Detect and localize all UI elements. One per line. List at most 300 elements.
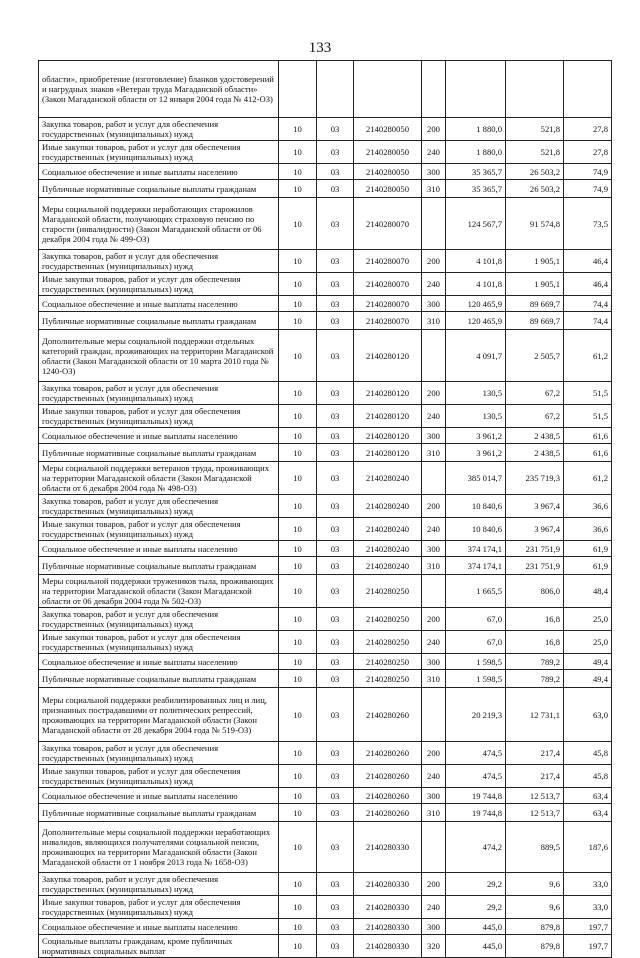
vr-cell: 200 xyxy=(422,873,446,896)
plan-cell: 1 665,5 xyxy=(446,575,506,608)
row-name-cell: Иные закупки товаров, работ и услуг для обеспечения государственных (муниципальных) нужд xyxy=(39,405,279,428)
table-row xyxy=(39,330,612,382)
percent-cell: 74,9 xyxy=(564,180,612,198)
page-number: 133 xyxy=(308,40,332,56)
plan-cell: 120 465,9 xyxy=(446,312,506,330)
percent-cell: 27,8 xyxy=(564,141,612,164)
vr-cell: 200 xyxy=(422,608,446,631)
vr-cell: 240 xyxy=(422,518,446,541)
vr-cell: 300 xyxy=(422,654,446,670)
done-cell: 1 905,1 xyxy=(506,273,564,296)
csr-cell: 2140280250 xyxy=(354,670,422,688)
done-cell: 16,8 xyxy=(506,631,564,654)
table-row xyxy=(39,935,612,958)
pr-cell: 03 xyxy=(317,765,354,788)
row-name-cell: области», приобретение (изготовление) бланков удостоверений и нагрудных знаков «Ветеран труда Магаданской области» (Закон Магаданской области от 12 января 2004 года № 412-ОЗ) xyxy=(39,61,279,118)
plan-cell xyxy=(446,61,506,118)
table-row xyxy=(39,541,612,557)
row-name-cell: Публичные нормативные социальные выплаты гражданам xyxy=(39,670,279,688)
vr-cell: 240 xyxy=(422,273,446,296)
percent-cell: 61,9 xyxy=(564,557,612,575)
table-row xyxy=(39,382,612,405)
row-name-cell: Публичные нормативные социальные выплаты гражданам xyxy=(39,804,279,822)
percent-cell xyxy=(564,61,612,118)
csr-cell: 2140280070 xyxy=(354,198,422,250)
done-cell: 2 505,7 xyxy=(506,330,564,382)
row-name-cell: Социальное обеспечение и иные выплаты населению xyxy=(39,654,279,670)
done-cell: 12 513,7 xyxy=(506,804,564,822)
vr-cell: 240 xyxy=(422,631,446,654)
percent-cell: 197,7 xyxy=(564,935,612,958)
done-cell: 806,0 xyxy=(506,575,564,608)
rz-cell: 10 xyxy=(279,462,317,495)
rz-cell: 10 xyxy=(279,312,317,330)
rz-cell: 10 xyxy=(279,250,317,273)
plan-cell: 4 101,8 xyxy=(446,273,506,296)
plan-cell: 474,5 xyxy=(446,742,506,765)
percent-cell: 33,0 xyxy=(564,873,612,896)
table-row xyxy=(39,444,612,462)
pr-cell: 03 xyxy=(317,250,354,273)
vr-cell: 310 xyxy=(422,804,446,822)
table-row xyxy=(39,654,612,670)
csr-cell: 2140280120 xyxy=(354,444,422,462)
percent-cell: 63,4 xyxy=(564,804,612,822)
pr-cell: 03 xyxy=(317,788,354,804)
rz-cell: 10 xyxy=(279,935,317,958)
row-name-cell: Дополнительные меры социальной поддержки отдельных категорий граждан, проживающих на территории Магаданской области (Закон Магаданской области от 10 марта 2010 года № 1240-ОЗ) xyxy=(39,330,279,382)
percent-cell: 45,8 xyxy=(564,765,612,788)
pr-cell: 03 xyxy=(317,312,354,330)
plan-cell: 1 598,5 xyxy=(446,670,506,688)
table-row xyxy=(39,896,612,919)
pr-cell: 03 xyxy=(317,541,354,557)
row-name-cell: Закупка товаров, работ и услуг для обеспечения государственных (муниципальных) нужд xyxy=(39,382,279,405)
table-row xyxy=(39,495,612,518)
rz-cell: 10 xyxy=(279,273,317,296)
csr-cell: 2140280070 xyxy=(354,312,422,330)
row-name-cell: Меры социальной поддержки ветеранов труда, проживающих на территории Магаданской области (Закон Магаданской области от 6 декабря 2004 года № 498-ОЗ) xyxy=(39,462,279,495)
percent-cell: 74,9 xyxy=(564,164,612,180)
pr-cell: 03 xyxy=(317,935,354,958)
percent-cell: 61,2 xyxy=(564,462,612,495)
plan-cell: 35 365,7 xyxy=(446,180,506,198)
row-name-cell: Иные закупки товаров, работ и услуг для обеспечения государственных (муниципальных) нужд xyxy=(39,765,279,788)
vr-cell: 310 xyxy=(422,670,446,688)
pr-cell: 03 xyxy=(317,575,354,608)
percent-cell: 36,6 xyxy=(564,495,612,518)
csr-cell: 2140280330 xyxy=(354,896,422,919)
done-cell: 26 503,2 xyxy=(506,164,564,180)
csr-cell: 2140280070 xyxy=(354,273,422,296)
plan-cell: 1 880,0 xyxy=(446,118,506,141)
csr-cell: 2140280330 xyxy=(354,873,422,896)
pr-cell: 03 xyxy=(317,141,354,164)
plan-cell: 1 880,0 xyxy=(446,141,506,164)
plan-cell: 1 598,5 xyxy=(446,654,506,670)
plan-cell: 35 365,7 xyxy=(446,164,506,180)
csr-cell: 2140280260 xyxy=(354,788,422,804)
plan-cell: 120 465,9 xyxy=(446,296,506,312)
row-name-cell: Публичные нормативные социальные выплаты гражданам xyxy=(39,557,279,575)
percent-cell: 36,6 xyxy=(564,518,612,541)
vr-cell: 240 xyxy=(422,765,446,788)
pr-cell: 03 xyxy=(317,462,354,495)
done-cell: 67,2 xyxy=(506,405,564,428)
pr-cell: 03 xyxy=(317,670,354,688)
row-name-cell: Меры социальной поддержки реабилитированных лиц и лиц, признанных пострадавшими от политических репрессий, проживающих на территории Магаданской области (Закон Магаданской области от 28 декабря 2004 года № 519-ОЗ) xyxy=(39,688,279,742)
plan-cell: 445,0 xyxy=(446,935,506,958)
row-name-cell: Закупка товаров, работ и услуг для обеспечения государственных (муниципальных) нужд xyxy=(39,873,279,896)
percent-cell: 61,6 xyxy=(564,444,612,462)
csr-cell: 2140280250 xyxy=(354,654,422,670)
done-cell: 67,2 xyxy=(506,382,564,405)
percent-cell: 63,0 xyxy=(564,688,612,742)
table-row xyxy=(39,141,612,164)
pr-cell: 03 xyxy=(317,608,354,631)
pr-cell: 03 xyxy=(317,654,354,670)
done-cell: 879,8 xyxy=(506,919,564,935)
percent-cell: 73,5 xyxy=(564,198,612,250)
pr-cell: 03 xyxy=(317,804,354,822)
plan-cell: 67,0 xyxy=(446,608,506,631)
rz-cell: 10 xyxy=(279,296,317,312)
rz-cell: 10 xyxy=(279,631,317,654)
rz-cell xyxy=(279,61,317,118)
done-cell: 91 574,8 xyxy=(506,198,564,250)
rz-cell: 10 xyxy=(279,405,317,428)
done-cell: 217,4 xyxy=(506,765,564,788)
done-cell: 2 438,5 xyxy=(506,428,564,444)
vr-cell: 310 xyxy=(422,312,446,330)
done-cell: 9,6 xyxy=(506,873,564,896)
done-cell: 879,8 xyxy=(506,935,564,958)
plan-cell: 10 840,6 xyxy=(446,495,506,518)
vr-cell: 300 xyxy=(422,164,446,180)
csr-cell: 2140280070 xyxy=(354,296,422,312)
done-cell: 217,4 xyxy=(506,742,564,765)
vr-cell: 240 xyxy=(422,141,446,164)
vr-cell: 310 xyxy=(422,557,446,575)
csr-cell: 2140280250 xyxy=(354,631,422,654)
table-row xyxy=(39,608,612,631)
row-name-cell: Иные закупки товаров, работ и услуг для обеспечения государственных (муниципальных) нужд xyxy=(39,141,279,164)
vr-cell: 320 xyxy=(422,935,446,958)
csr-cell: 2140280050 xyxy=(354,118,422,141)
done-cell: 789,2 xyxy=(506,654,564,670)
rz-cell: 10 xyxy=(279,873,317,896)
plan-cell: 20 219,3 xyxy=(446,688,506,742)
rz-cell: 10 xyxy=(279,557,317,575)
vr-cell: 200 xyxy=(422,118,446,141)
csr-cell: 2140280240 xyxy=(354,541,422,557)
plan-cell: 29,2 xyxy=(446,896,506,919)
percent-cell: 25,0 xyxy=(564,631,612,654)
vr-cell xyxy=(422,330,446,382)
rz-cell: 10 xyxy=(279,919,317,935)
done-cell: 789,2 xyxy=(506,670,564,688)
rz-cell: 10 xyxy=(279,444,317,462)
csr-cell: 2140280050 xyxy=(354,141,422,164)
vr-cell xyxy=(422,198,446,250)
plan-cell: 130,5 xyxy=(446,405,506,428)
csr-cell: 2140280260 xyxy=(354,804,422,822)
pr-cell: 03 xyxy=(317,428,354,444)
row-name-cell: Закупка товаров, работ и услуг для обеспечения государственных (муниципальных) нужд xyxy=(39,742,279,765)
plan-cell: 124 567,7 xyxy=(446,198,506,250)
table-row xyxy=(39,742,612,765)
pr-cell: 03 xyxy=(317,118,354,141)
rz-cell: 10 xyxy=(279,382,317,405)
csr-cell: 2140280240 xyxy=(354,518,422,541)
pr-cell: 03 xyxy=(317,495,354,518)
percent-cell: 61,2 xyxy=(564,330,612,382)
rz-cell: 10 xyxy=(279,141,317,164)
done-cell: 89 669,7 xyxy=(506,296,564,312)
table-row xyxy=(39,688,612,742)
rz-cell: 10 xyxy=(279,670,317,688)
csr-cell: 2140280330 xyxy=(354,822,422,873)
percent-cell: 61,9 xyxy=(564,541,612,557)
row-name-cell: Социальное обеспечение и иные выплаты населению xyxy=(39,541,279,557)
table-row xyxy=(39,198,612,250)
pr-cell: 03 xyxy=(317,405,354,428)
plan-cell: 3 961,2 xyxy=(446,444,506,462)
table-row xyxy=(39,61,612,118)
rz-cell: 10 xyxy=(279,495,317,518)
table-row xyxy=(39,788,612,804)
table-row xyxy=(39,296,612,312)
vr-cell xyxy=(422,822,446,873)
plan-cell: 445,0 xyxy=(446,919,506,935)
pr-cell: 03 xyxy=(317,631,354,654)
vr-cell: 200 xyxy=(422,495,446,518)
table-row xyxy=(39,405,612,428)
vr-cell: 300 xyxy=(422,919,446,935)
done-cell: 16,8 xyxy=(506,608,564,631)
table-row xyxy=(39,462,612,495)
done-cell: 12 731,1 xyxy=(506,688,564,742)
pr-cell: 03 xyxy=(317,180,354,198)
percent-cell: 197,7 xyxy=(564,919,612,935)
rz-cell: 10 xyxy=(279,896,317,919)
vr-cell: 310 xyxy=(422,444,446,462)
pr-cell: 03 xyxy=(317,444,354,462)
pr-cell: 03 xyxy=(317,330,354,382)
pr-cell xyxy=(317,61,354,118)
row-name-cell: Иные закупки товаров, работ и услуг для обеспечения государственных (муниципальных) нужд xyxy=(39,273,279,296)
plan-cell: 385 014,7 xyxy=(446,462,506,495)
percent-cell: 27,8 xyxy=(564,118,612,141)
done-cell: 3 967,4 xyxy=(506,518,564,541)
row-name-cell: Социальное обеспечение и иные выплаты населению xyxy=(39,428,279,444)
percent-cell: 49,4 xyxy=(564,670,612,688)
csr-cell: 2140280260 xyxy=(354,765,422,788)
row-name-cell: Иные закупки товаров, работ и услуг для обеспечения государственных (муниципальных) нужд xyxy=(39,631,279,654)
rz-cell: 10 xyxy=(279,118,317,141)
csr-cell: 2140280120 xyxy=(354,428,422,444)
plan-cell: 474,5 xyxy=(446,765,506,788)
plan-cell: 29,2 xyxy=(446,873,506,896)
plan-cell: 374 174,1 xyxy=(446,541,506,557)
rz-cell: 10 xyxy=(279,198,317,250)
vr-cell: 200 xyxy=(422,382,446,405)
table-row xyxy=(39,164,612,180)
rz-cell: 10 xyxy=(279,164,317,180)
rz-cell: 10 xyxy=(279,330,317,382)
plan-cell: 10 840,6 xyxy=(446,518,506,541)
row-name-cell: Меры социальной поддержки неработающих старожилов Магаданской области, получающих страховую пенсию по старости (инвалидности) (Закон Магаданской области от 06 декабря 2004 года № 499-ОЗ) xyxy=(39,198,279,250)
pr-cell: 03 xyxy=(317,896,354,919)
rz-cell: 10 xyxy=(279,575,317,608)
percent-cell: 74,4 xyxy=(564,312,612,330)
table-row xyxy=(39,822,612,873)
pr-cell: 03 xyxy=(317,688,354,742)
row-name-cell: Социальное обеспечение и иные выплаты населению xyxy=(39,164,279,180)
row-name-cell: Меры социальной поддержки тружеников тыла, проживающих на территории Магаданской области (Закон Магаданской области от 06 декабря 2004 года № 502-ОЗ) xyxy=(39,575,279,608)
row-name-cell: Публичные нормативные социальные выплаты гражданам xyxy=(39,444,279,462)
vr-cell: 300 xyxy=(422,788,446,804)
percent-cell: 63,4 xyxy=(564,788,612,804)
table-row xyxy=(39,273,612,296)
done-cell: 1 905,1 xyxy=(506,250,564,273)
done-cell: 9,6 xyxy=(506,896,564,919)
pr-cell: 03 xyxy=(317,873,354,896)
plan-cell: 374 174,1 xyxy=(446,557,506,575)
row-name-cell: Публичные нормативные социальные выплаты гражданам xyxy=(39,312,279,330)
row-name-cell: Социальное обеспечение и иные выплаты населению xyxy=(39,919,279,935)
csr-cell: 2140280250 xyxy=(354,575,422,608)
done-cell: 231 751,9 xyxy=(506,557,564,575)
csr-cell: 2140280330 xyxy=(354,935,422,958)
pr-cell: 03 xyxy=(317,557,354,575)
vr-cell xyxy=(422,61,446,118)
table-row xyxy=(39,428,612,444)
table-row xyxy=(39,765,612,788)
table-row xyxy=(39,873,612,896)
pr-cell: 03 xyxy=(317,198,354,250)
percent-cell: 74,4 xyxy=(564,296,612,312)
done-cell: 2 438,5 xyxy=(506,444,564,462)
percent-cell: 25,0 xyxy=(564,608,612,631)
table-row xyxy=(39,670,612,688)
percent-cell: 45,8 xyxy=(564,742,612,765)
done-cell: 89 669,7 xyxy=(506,312,564,330)
table-row xyxy=(39,804,612,822)
table-row xyxy=(39,575,612,608)
table-row xyxy=(39,118,612,141)
row-name-cell: Социальные выплаты гражданам, кроме публичных нормативных социальных выплат xyxy=(39,935,279,958)
percent-cell: 61,6 xyxy=(564,428,612,444)
percent-cell: 187,6 xyxy=(564,822,612,873)
percent-cell: 48,4 xyxy=(564,575,612,608)
rz-cell: 10 xyxy=(279,742,317,765)
rz-cell: 10 xyxy=(279,608,317,631)
percent-cell: 51,5 xyxy=(564,405,612,428)
plan-cell: 130,5 xyxy=(446,382,506,405)
row-name-cell: Социальное обеспечение и иные выплаты населению xyxy=(39,296,279,312)
csr-cell: 2140280240 xyxy=(354,462,422,495)
vr-cell: 300 xyxy=(422,428,446,444)
vr-cell xyxy=(422,462,446,495)
row-name-cell: Закупка товаров, работ и услуг для обеспечения государственных (муниципальных) нужд xyxy=(39,495,279,518)
pr-cell: 03 xyxy=(317,742,354,765)
budget-table xyxy=(38,60,612,958)
done-cell: 235 719,3 xyxy=(506,462,564,495)
pr-cell: 03 xyxy=(317,296,354,312)
pr-cell: 03 xyxy=(317,518,354,541)
plan-cell: 67,0 xyxy=(446,631,506,654)
percent-cell: 49,4 xyxy=(564,654,612,670)
rz-cell: 10 xyxy=(279,518,317,541)
table-row xyxy=(39,557,612,575)
vr-cell xyxy=(422,575,446,608)
row-name-cell: Публичные нормативные социальные выплаты гражданам xyxy=(39,180,279,198)
row-name-cell: Иные закупки товаров, работ и услуг для обеспечения государственных (муниципальных) нужд xyxy=(39,518,279,541)
rz-cell: 10 xyxy=(279,180,317,198)
table-row xyxy=(39,631,612,654)
plan-cell: 3 961,2 xyxy=(446,428,506,444)
pr-cell: 03 xyxy=(317,919,354,935)
row-name-cell: Социальное обеспечение и иные выплаты населению xyxy=(39,788,279,804)
row-name-cell: Закупка товаров, работ и услуг для обеспечения государственных (муниципальных) нужд xyxy=(39,250,279,273)
done-cell: 26 503,2 xyxy=(506,180,564,198)
table-row xyxy=(39,250,612,273)
table-body xyxy=(39,61,612,958)
table-row xyxy=(39,180,612,198)
table-row xyxy=(39,312,612,330)
row-name-cell: Закупка товаров, работ и услуг для обеспечения государственных (муниципальных) нужд xyxy=(39,608,279,631)
vr-cell: 310 xyxy=(422,180,446,198)
csr-cell xyxy=(354,61,422,118)
row-name-cell: Иные закупки товаров, работ и услуг для обеспечения государственных (муниципальных) нужд xyxy=(39,896,279,919)
vr-cell: 200 xyxy=(422,250,446,273)
rz-cell: 10 xyxy=(279,788,317,804)
rz-cell: 10 xyxy=(279,428,317,444)
vr-cell: 200 xyxy=(422,742,446,765)
csr-cell: 2140280260 xyxy=(354,742,422,765)
csr-cell: 2140280250 xyxy=(354,608,422,631)
row-name-cell: Закупка товаров, работ и услуг для обеспечения государственных (муниципальных) нужд xyxy=(39,118,279,141)
done-cell: 231 751,9 xyxy=(506,541,564,557)
vr-cell: 300 xyxy=(422,541,446,557)
pr-cell: 03 xyxy=(317,273,354,296)
vr-cell: 240 xyxy=(422,405,446,428)
done-cell: 521,8 xyxy=(506,141,564,164)
csr-cell: 2140280240 xyxy=(354,557,422,575)
plan-cell: 19 744,8 xyxy=(446,788,506,804)
done-cell: 3 967,4 xyxy=(506,495,564,518)
csr-cell: 2140280330 xyxy=(354,919,422,935)
percent-cell: 51,5 xyxy=(564,382,612,405)
rz-cell: 10 xyxy=(279,654,317,670)
csr-cell: 2140280050 xyxy=(354,164,422,180)
rz-cell: 10 xyxy=(279,688,317,742)
plan-cell: 474,2 xyxy=(446,822,506,873)
rz-cell: 10 xyxy=(279,822,317,873)
done-cell: 12 513,7 xyxy=(506,788,564,804)
percent-cell: 46,4 xyxy=(564,273,612,296)
plan-cell: 4 091,7 xyxy=(446,330,506,382)
csr-cell: 2140280120 xyxy=(354,330,422,382)
csr-cell: 2140280120 xyxy=(354,405,422,428)
plan-cell: 19 744,8 xyxy=(446,804,506,822)
csr-cell: 2140280260 xyxy=(354,688,422,742)
csr-cell: 2140280070 xyxy=(354,250,422,273)
csr-cell: 2140280240 xyxy=(354,495,422,518)
csr-cell: 2140280050 xyxy=(354,180,422,198)
vr-cell: 300 xyxy=(422,296,446,312)
